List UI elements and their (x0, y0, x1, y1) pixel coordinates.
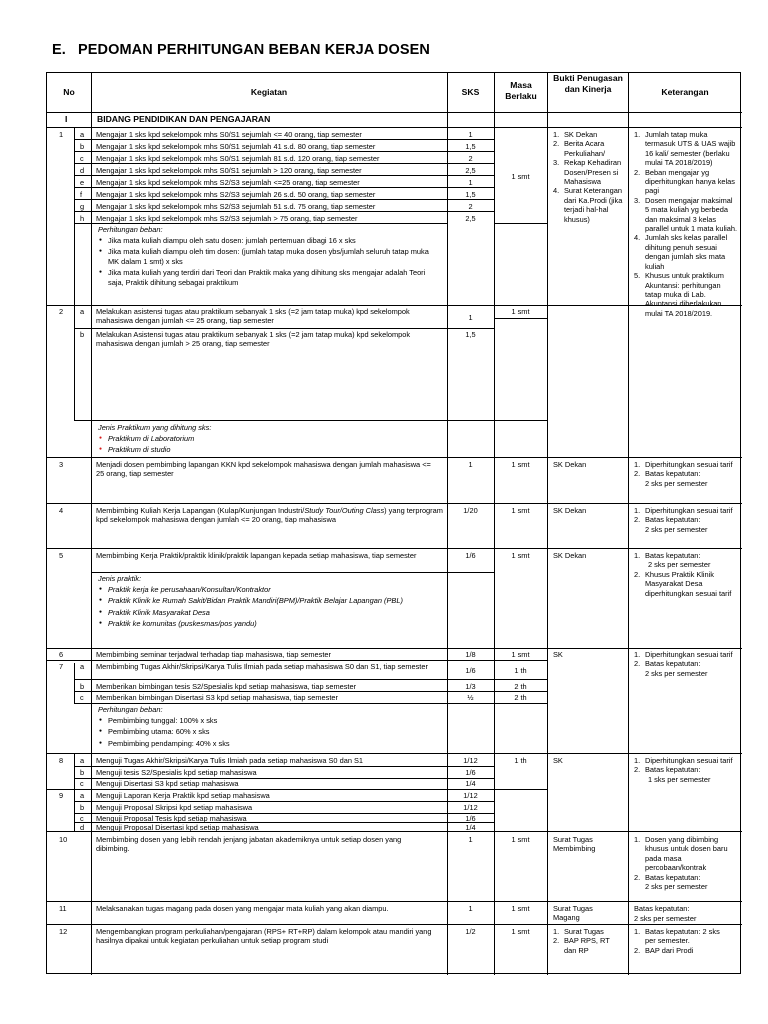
sks-value: 1/2 (465, 927, 476, 936)
activity-text: Membimbing Tugas Akhir/Skripsi/Karya Tulis Ilmiah pada setiap mahasiswa S0 dan S1, tiap semester (96, 662, 428, 671)
sks-value: 1/4 (465, 823, 476, 832)
keterangan-item: Beban mengajar yg diperhitungkan hanya kelas pagi (645, 167, 735, 196)
activity-text: Menguji Laporan Kerja Praktik kpd setiap mahasiswa (96, 791, 270, 800)
sks-value: 1 (468, 835, 473, 844)
activity-text: Melaksanakan tugas magang pada dosen yang mengajar mata kuliah yang akan diampu. (96, 904, 389, 913)
sks-value: 1/3 (465, 682, 476, 691)
activity-text: Menguji Proposal Skripsi kpd setiap mahasiswa (96, 803, 253, 812)
sub-letter: g (80, 202, 85, 211)
col-header-sks: SKS (461, 87, 480, 97)
keterangan-list: 1. Diperhitungkan sesuai tarif 2. Batas kepatutan: 2 sks per semester (634, 650, 733, 678)
activity-text: Mengajar 1 sks kpd sekelompok mhs S0/S1 sejumlah 41 s.d. 80 orang, tiap semester (96, 142, 376, 151)
row-no: 2 (59, 307, 64, 316)
keterangan-item: Khusus Praktik Klinik Masyarakat Desa diperhitungkan sesuai tarif (645, 569, 732, 598)
keterangan-list: 1. Jumlah tatap muka termasuk UTS & UAS wajib 16 kali/ semester (berlaku mulai TA 2018/2019) 2. Beban mengajar yg diperhitungkan hanya kelas pagi 3. Dosen mengajar maksimal 5 mata kuliah yg berbeda dan maksimal 3 kelas parallel untuk 1 mata kuliah. 4. Jumlah sks kelas parallel dihitung penuh sesuai dengan jumlah sks mata kuliah 5. Khusus untuk praktikum Akuntansi: perhitungan tatap muka di Lab. Akuntansi diberlakukan mulai TA 2018/2019. (634, 130, 738, 318)
keterangan-text: 2 sks per semester (634, 914, 697, 923)
sks-value: 2,5 (465, 166, 476, 175)
sub-letter: b (80, 330, 85, 339)
keterangan-item: Jumlah sks kelas parallel dihitung penuh sesuai dengan jumlah sks mata kuliah (645, 233, 728, 271)
practice-item: ● Praktik Klinik Masyarakat Desa (98, 608, 438, 617)
masa-value: 1 th (514, 756, 527, 765)
keterangan-item: Batas kepatutan: (645, 872, 701, 882)
sub-letter: c (80, 779, 84, 788)
activity-text: Mengajar 1 sks kpd sekelompok mhs S0/S1 sejumlah <= 40 orang, tiap semester (96, 130, 362, 139)
note-item: ● Jika mata kuliah diampu oleh tim dosen: (jumlah tatap muka dosen ybs/jumlah seluruh tatap muka MK dalam 1 smt) x sks (98, 247, 438, 266)
sub-letter: a (80, 662, 85, 671)
practice-item: ● Praktik ke komunitas (puskesmas/pos yandu) (98, 619, 438, 628)
bukti-text: SK Dekan (553, 506, 587, 515)
keterangan-item: Khusus untuk praktikum Akuntansi: perhitungan tatap muka di Lab. Akuntansi diberlakukan mulai TA 2018/2019. (645, 271, 724, 318)
note-item: ● Jika mata kuliah yang terdiri dari Teori dan Praktik maka yang dihitung sks mengajar adalah Teori saja, Praktik dihitung sebagai praktikum (98, 268, 438, 287)
keterangan-item: Dosen mengajar maksimal 5 mata kuliah yg berbeda dan maksimal 3 kelas parallel untuk 1 mata kuliah. (645, 195, 738, 234)
activity-text: Menguji Proposal Tesis kpd setiap mahasiswa (96, 814, 247, 823)
row-no: 3 (59, 460, 64, 469)
keterangan-item: BAP dari Prodi (645, 945, 694, 955)
section-number: I (65, 114, 68, 124)
bukti-text: Surat Tugas Magang (553, 904, 593, 923)
sks-value: 1 (468, 178, 473, 187)
col-header-kegiatan: Kegiatan (250, 87, 288, 97)
activity-text: Membimbing dosen yang lebih rendah jenjang jabatan akademiknya untuk setiap dosen yang dibimbing. (96, 835, 402, 854)
note-title: Jenis praktik: (98, 574, 142, 583)
activity-text: Menguji Tugas Akhir/Skripsi/Karya Tulis Ilmiah pada setiap mahasiswa S0 dan S1 (96, 756, 364, 765)
activity-text: Menguji Disertasi S3 kpd setiap mahasiswa (96, 779, 239, 788)
activity-text: Mengembangkan program perkuliahan/pengajaran (RPS+ RT+RP) dalam kelompok atau mandiri yang hasilnya dipakai untuk kegiatan perkuliahan untuk setiap program studi (96, 927, 432, 946)
note-title: Jenis Praktikum yang dihitung sks: (98, 423, 212, 432)
bukti-text: SK Dekan (553, 551, 587, 560)
note-list (98, 716, 398, 748)
bukti-list: 1. SK Dekan 2. Berita Acara Perkuliahan/ 3. Rekap Kehadiran Dosen/Presen si Mahasiswa 4. Surat Keterangan dari Ka.Prodi (jika terjadi hal-hal khusus) (553, 130, 623, 224)
section-title-row: BIDANG PENDIDIKAN DAN PENGAJARAN (97, 114, 271, 124)
sks-value: 1,5 (465, 330, 476, 339)
note-item: ● Jika mata kuliah diampu oleh satu dosen: jumlah pertemuan dibagi 16 x sks (98, 236, 438, 245)
row-no: 1 (59, 130, 64, 139)
practice-item: ● Praktik kerja ke perusahaan/Konsultan/Kontraktor (98, 585, 438, 594)
col-header-no: No (63, 87, 75, 97)
row-no: 11 (59, 904, 67, 913)
keterangan-list: 1. Batas kepatutan: 2 sks per semester 2. Khusus Praktik Klinik Masyarakat Desa diperhitungkan sesuai tarif (634, 551, 732, 598)
keterangan-item: 2 sks per semester (645, 478, 708, 488)
sub-letter: b (80, 142, 85, 151)
practicum-list (98, 434, 398, 455)
row-no: 5 (59, 551, 64, 560)
sub-letter: d (80, 166, 85, 175)
keterangan-item: Batas kepatutan: (645, 469, 701, 479)
sks-value: 1 (468, 460, 473, 469)
section-letter: E. (52, 42, 66, 58)
keterangan-item: Diperhitungkan sesuai tarif (645, 650, 733, 659)
masa-value: 2 th (514, 682, 527, 691)
bukti-item: Surat Tugas (564, 927, 604, 936)
sks-value: 1 (468, 904, 473, 913)
sub-letter: a (80, 130, 85, 139)
masa-value: 1 smt (511, 460, 530, 469)
note-title: Perhitungan beban: (98, 705, 163, 714)
keterangan-item: 2 sks per semester (645, 668, 708, 678)
sks-value: 1/6 (465, 551, 476, 560)
sub-letter: e (80, 178, 85, 187)
page-heading (52, 42, 430, 58)
bukti-item: Surat Keterangan dari Ka.Prodi (jika terjadi hal-hal khusus) (564, 186, 623, 224)
sub-letter: h (80, 214, 85, 223)
activity-text: Menguji tesis S2/Spesialis kpd setiap mahasiswa (96, 768, 257, 777)
sks-value: 2 (468, 154, 473, 163)
sks-value: 1/20 (463, 506, 478, 515)
activity-text: Mengajar 1 sks kpd sekelompok mhs S2/S3 sejumlah 26 s.d. 50 orang, tiap semester (96, 190, 376, 199)
bukti-item: BAP RPS, RT dan RP (564, 936, 610, 955)
sks-value: 1,5 (465, 190, 476, 199)
keterangan-item: 2 sks per semester (645, 882, 708, 892)
sks-value: 1/6 (465, 814, 476, 823)
keterangan-item: 2 sks per semester (648, 560, 711, 570)
sub-letter: b (80, 803, 85, 812)
keterangan-text: Batas kepatutan: (634, 904, 690, 913)
activity-text: Melakukan asistensi tugas atau praktikum sebanyak 1 sks (=2 jam tatap muka) kpd sekelompok mahasiswa dengan jumlah <= 25 orang, tiap semester (96, 307, 410, 326)
sub-letter: c (80, 154, 84, 163)
practice-list (98, 585, 438, 629)
keterangan-item: Batas kepatutan: 2 sks per semester. (645, 927, 720, 946)
activity-text: Memberikan bimbingan Disertasi S3 kpd setiap mahasiswa, tiap semester (96, 693, 338, 702)
workload-table (46, 72, 741, 974)
keterangan-item: Diperhitungkan sesuai tarif (645, 460, 733, 469)
row-no: 8 (59, 756, 64, 765)
keterangan-list: 1. Diperhitungkan sesuai tarif 2. Batas kepatutan: 2 sks per semester (634, 460, 733, 488)
bukti-text: SK (553, 650, 563, 659)
activity-text: Membimbing Kuliah Kerja Lapangan (Kulap/Kunjungan Industri/Study Tour/Outing Class) yang terprogram kpd sekelompok mahasiswa dengan jumlah <= 20 orang, tiap mahasiswa (96, 506, 443, 525)
activity-text: Menguji Proposal Disertasi kpd setiap mahasiswa (96, 823, 259, 832)
activity-text: Mengajar 1 sks kpd sekelompok mhs S0/S1 sejumlah > 120 orang, tiap semester (96, 166, 362, 175)
sks-value: 1/12 (463, 756, 478, 765)
activity-text: Membimbing seminar terjadwal terhadap tiap mahasiswa, tiap semester (96, 650, 331, 659)
col-header-keterangan: Keterangan (661, 87, 709, 97)
keterangan-item: Batas kepatutan: (645, 765, 701, 775)
sks-value: 1/6 (465, 666, 476, 675)
note-title: Perhitungan beban: (98, 225, 163, 234)
keterangan-list: 1. Diperhitungkan sesuai tarif 2. Batas kepatutan: 2 sks per semester (634, 506, 733, 534)
sub-letter: b (80, 768, 85, 777)
keterangan-list: 1. Diperhitungkan sesuai tarif 2. Batas kepatutan: 1 sks per semester (634, 756, 733, 784)
masa-value: 1 smt (511, 506, 530, 515)
sks-value: 1/4 (465, 779, 476, 788)
bukti-item: SK Dekan (564, 130, 598, 139)
sks-value: 2 (468, 202, 473, 211)
row-no: 9 (59, 791, 64, 800)
activity-text: Mengajar 1 sks kpd sekelompok mhs S2/S3 sejumlah 51 s.d. 75 orang, tiap semester (96, 202, 376, 211)
practice-item: ● Praktik Klinik ke Rumah Sakit/Bidan Praktik Mandiri(BPM)/Praktik Belajar Lapangan (PBL) (98, 596, 438, 605)
masa-value: 1 smt (511, 835, 530, 844)
sub-letter: a (80, 307, 85, 316)
row-no: 6 (59, 650, 64, 659)
masa-value: 1 smt (511, 927, 530, 936)
note-list (98, 236, 438, 287)
row-no: 10 (59, 835, 68, 844)
sub-letter: a (80, 791, 85, 800)
masa-value: 1 smt (511, 904, 530, 913)
sks-value: 2,5 (465, 214, 476, 223)
sks-value: 1/8 (465, 650, 476, 659)
row-no: 4 (59, 506, 64, 515)
keterangan-item: Dosen yang dibimbing khusus untuk dosen baru pada masa percobaan/kontrak (645, 835, 728, 873)
masa-value: 1 smt (511, 172, 530, 181)
keterangan-item: Batas kepatutan: (645, 515, 701, 525)
sub-letter: c (80, 693, 84, 702)
bukti-list: 1. Surat Tugas 2. BAP RPS, RT dan RP (553, 927, 610, 955)
sks-value: 1/12 (463, 791, 478, 800)
sub-letter: b (80, 682, 85, 691)
masa-value: 1 th (514, 666, 527, 675)
activity-text: Mengajar 1 sks kpd sekelompok mhs S2/S3 sejumlah > 75 orang, tiap semester (96, 214, 358, 223)
activity-text: Menjadi dosen pembimbing lapangan KKN kpd sekelompok mahasiswa dengan jumlah mahasiswa <= 25 orang, tiap semester (96, 460, 431, 479)
bukti-text: Surat Tugas Membimbing (553, 835, 596, 854)
keterangan-item: Diperhitungkan sesuai tarif (645, 756, 733, 765)
activity-text: Membimbing Kerja Praktik/praktik klinik/praktik lapangan kepada setiap mahasiswa, tiap semester (96, 551, 417, 560)
sks-value: ½ (467, 693, 474, 702)
sks-value: 1,5 (465, 142, 476, 151)
bukti-text: SK Dekan (553, 460, 587, 469)
bukti-text: SK (553, 756, 563, 765)
masa-value: 2 th (514, 693, 527, 702)
sks-value: 1 (468, 130, 473, 139)
sub-letter: c (80, 814, 84, 823)
section-title: PEDOMAN PERHITUNGAN BEBAN KERJA DOSEN (78, 42, 430, 58)
keterangan-item: 2 sks per semester (645, 524, 708, 534)
activity-text: Mengajar 1 sks kpd sekelompok mhs S0/S1 sejumlah 81 s.d. 120 orang, tiap semester (96, 154, 380, 163)
sks-value: 1 (468, 313, 473, 322)
row-no: 7 (59, 662, 64, 671)
practicum-item: ● Praktikum di studio (98, 445, 398, 454)
sub-letter: d (80, 823, 85, 832)
activity-text: Melakukan Asistensi tugas atau praktikum sebanyak 1 sks (=2 jam tatap muka) kpd sekelompok mahasiswa dengan jumlah > 25 orang, tiap semester (96, 330, 411, 349)
activity-text: Mengajar 1 sks kpd sekelompok mhs S2/S3 sejumlah <=25 orang, tiap semester (96, 178, 360, 187)
practicum-item: ● Praktikum di Laboratorium (98, 434, 398, 443)
keterangan-item: Batas kepatutan: (645, 551, 701, 560)
masa-value: 1 smt (511, 650, 530, 659)
col-header-masa: Masa Berlaku (505, 80, 537, 101)
keterangan-item: 1 sks per semester (648, 774, 711, 784)
row-no: 12 (59, 927, 68, 936)
note-item: ● Pembimbing utama: 60% x sks (98, 727, 398, 736)
sub-letter: a (80, 756, 85, 765)
activity-text: Memberikan bimbingan tesis S2/Spesialis kpd setiap mahasiswa, tiap semester (96, 682, 357, 691)
sub-letter: f (80, 190, 83, 199)
sks-value: 1/12 (463, 803, 478, 812)
bukti-item: Rekap Kehadiran Dosen/Presen si Mahasiswa (564, 158, 622, 187)
masa-value: 1 smt (511, 551, 530, 560)
masa-value: 1 smt (511, 307, 530, 316)
note-item: ● Pembimbing tunggal: 100% x sks (98, 716, 398, 725)
keterangan-item: Batas kepatutan: (645, 659, 701, 669)
col-header-bukti: Bukti Penugasan dan Kinerja (553, 73, 623, 94)
keterangan-list: 1. Dosen yang dibimbing khusus untuk dosen baru pada masa percobaan/kontrak 2. Batas kepatutan: 2 sks per semester (634, 835, 728, 892)
bukti-item: Berita Acara Perkuliahan/ (564, 139, 606, 158)
note-item: ● Pembimbing pendamping: 40% x sks (98, 739, 398, 748)
keterangan-item: Jumlah tatap muka termasuk UTS & UAS wajib 16 kali/ semester (berlaku mulai TA 2018/2019) (645, 130, 736, 168)
sks-value: 1/6 (465, 768, 476, 777)
keterangan-item: Diperhitungkan sesuai tarif (645, 506, 733, 515)
keterangan-list: 1. Batas kepatutan: 2 sks per semester. 2. BAP dari Prodi (634, 927, 720, 955)
